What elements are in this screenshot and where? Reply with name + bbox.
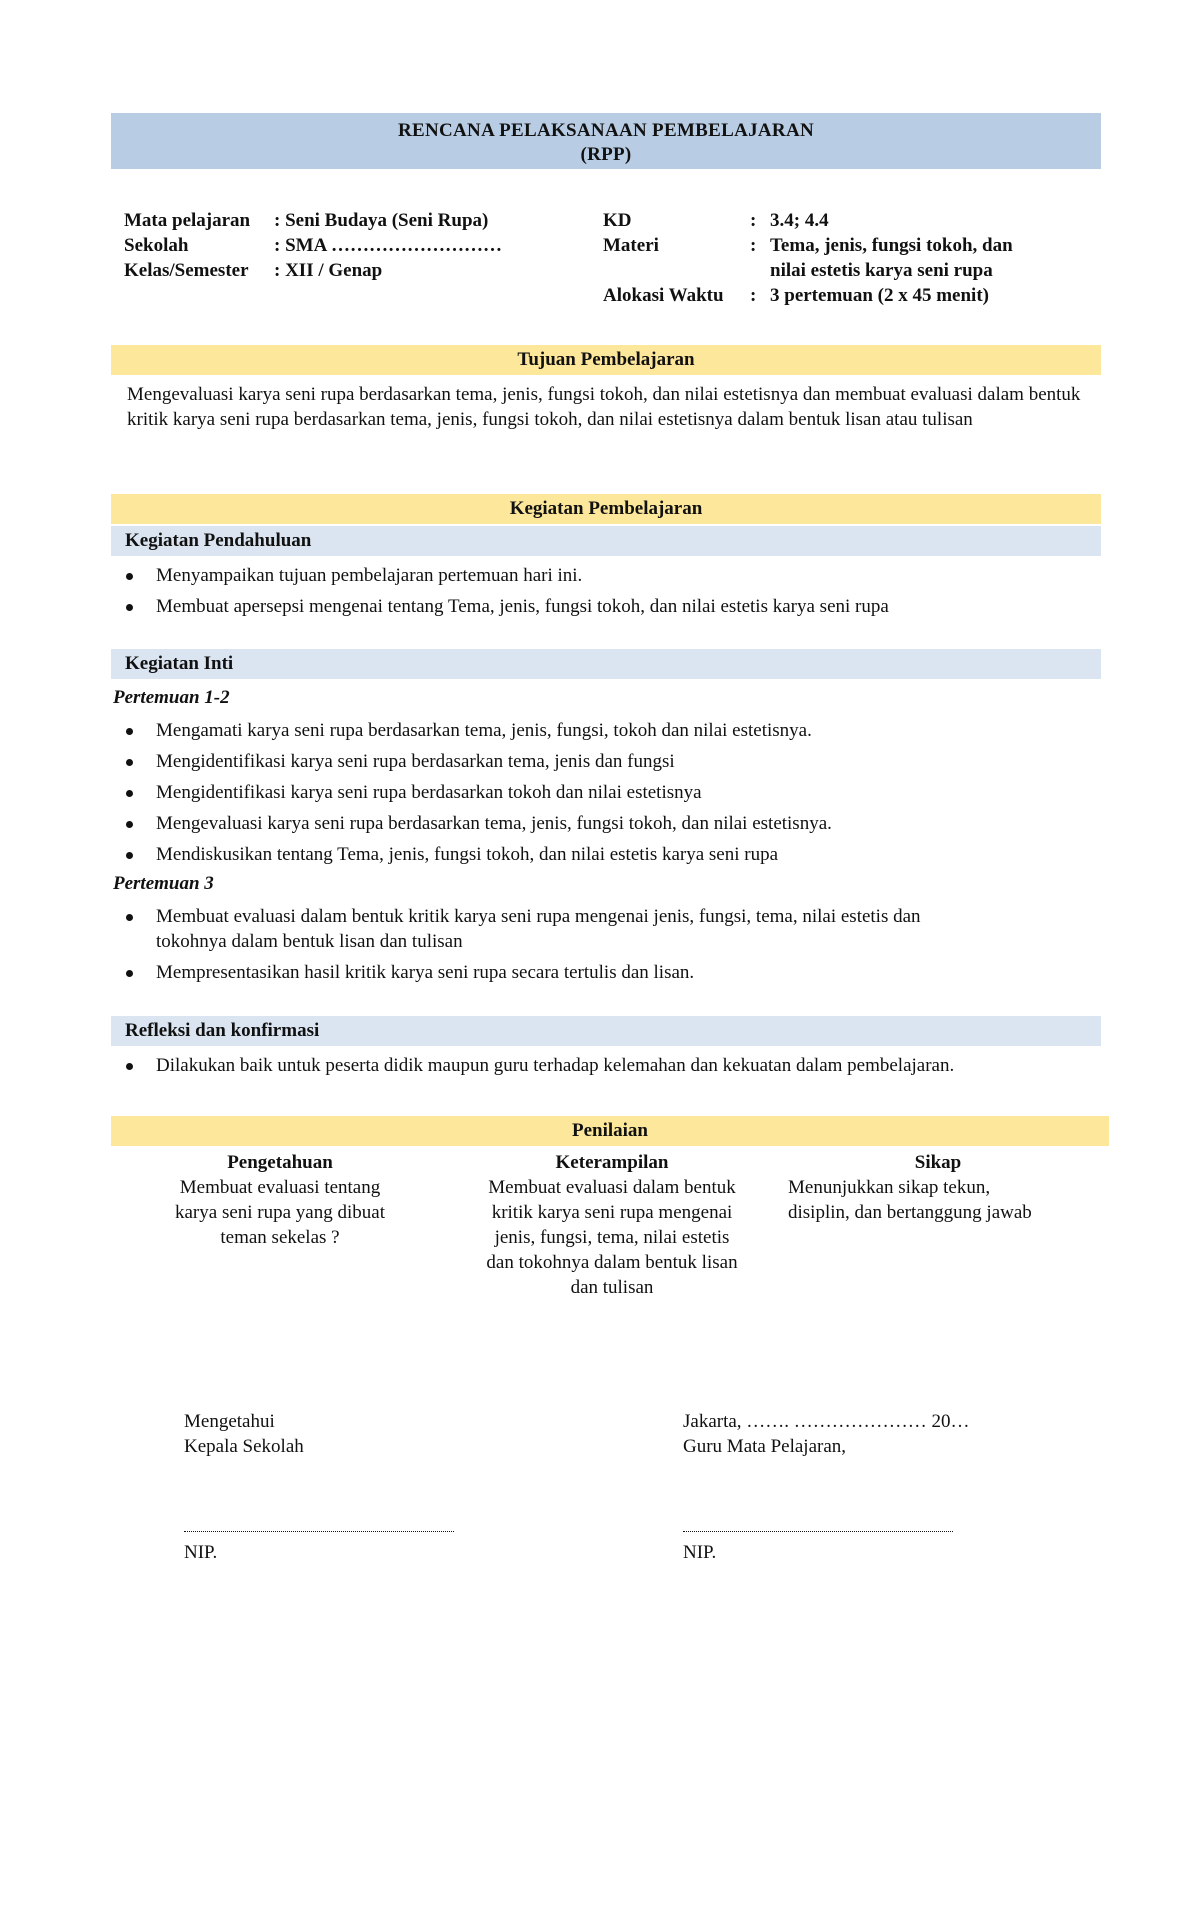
list-item: Mendiskusikan tentang Tema, jenis, fungsi tokoh, dan nilai estetis karya seni rupa <box>121 842 1081 867</box>
meeting-2-label: Pertemuan 3 <box>113 873 214 894</box>
pendahuluan-list <box>121 563 1081 625</box>
signature-left <box>184 1409 454 1565</box>
info-left <box>124 208 502 283</box>
inti-heading: Kegiatan Inti <box>111 649 1101 679</box>
tujuan-heading: Tujuan Pembelajaran <box>111 345 1101 375</box>
info-row <box>124 233 502 258</box>
assess-line: disiplin, dan bertanggung jawab <box>788 1202 1032 1223</box>
assess-keterampilan <box>462 1150 762 1300</box>
signature-line <box>184 1531 454 1532</box>
info-row <box>603 258 1013 283</box>
kegiatan-heading: Kegiatan Pembelajaran <box>111 494 1101 524</box>
info-value: Tema, jenis, fungsi tokoh, dan <box>770 235 1013 256</box>
info-label: Alokasi Waktu <box>603 285 724 306</box>
info-label: Mata pelajaran <box>124 210 251 231</box>
penilaian-heading: Penilaian <box>111 1116 1109 1146</box>
signature-line <box>683 1531 953 1532</box>
list-item: Mengevaluasi karya seni rupa berdasarkan tema, jenis, fungsi tokoh, dan nilai estetisnya. <box>121 811 1081 836</box>
info-row <box>603 208 1013 233</box>
list-item: Mempresentasikan hasil kritik karya seni rupa secara tertulis dan lisan. <box>121 960 1081 985</box>
assess-heading: Sikap <box>914 1152 962 1173</box>
assess-line: dan tulisan <box>570 1277 654 1298</box>
nip-label: NIP. <box>184 1542 218 1563</box>
info-label: Materi <box>603 235 659 256</box>
inti-list-1 <box>121 718 1081 873</box>
info-row <box>124 208 502 233</box>
list-item: Mengamati karya seni rupa berdasarkan tema, jenis, fungsi, tokoh dan nilai estetisnya. <box>121 718 1081 743</box>
info-sep: : <box>750 285 757 306</box>
info-row <box>603 233 1013 258</box>
info-sep: : <box>750 235 757 256</box>
nip-label: NIP. <box>683 1542 717 1563</box>
assess-line: dan tokohnya dalam bentuk lisan <box>486 1252 738 1273</box>
signature-line1: Jakarta, ……. ………………… 20… <box>683 1411 970 1432</box>
info-sep: : <box>750 210 757 231</box>
document-title-bar <box>111 113 1101 169</box>
inti-list-2 <box>121 904 1081 991</box>
assess-line: Membuat evaluasi tentang <box>179 1177 381 1198</box>
assess-line: Membuat evaluasi dalam bentuk <box>488 1177 736 1198</box>
list-item: Mengidentifikasi karya seni rupa berdasarkan tema, jenis dan fungsi <box>121 749 1081 774</box>
list-item: Dilakukan baik untuk peserta didik maupun guru terhadap kelemahan dan kekuatan dalam pembelajaran. <box>121 1053 1081 1078</box>
signature-right <box>683 1409 970 1565</box>
assess-heading: Pengetahuan <box>227 1152 333 1173</box>
signature-line1: Mengetahui <box>184 1411 275 1432</box>
assess-sikap <box>788 1150 1088 1225</box>
info-right <box>603 208 1013 308</box>
info-value: : Seni Budaya (Seni Rupa) <box>274 210 489 231</box>
assess-heading: Keterampilan <box>555 1152 669 1173</box>
list-item: Menyampaikan tujuan pembelajaran pertemuan hari ini. <box>121 563 1081 588</box>
list-item: Mengidentifikasi karya seni rupa berdasarkan tokoh dan nilai estetisnya <box>121 780 1081 805</box>
document-title: RENCANA PELAKSANAAN PEMBELAJARAN <box>397 120 814 141</box>
refleksi-heading: Refleksi dan konfirmasi <box>111 1016 1101 1046</box>
info-sep <box>750 258 770 283</box>
meeting-1-label: Pertemuan 1-2 <box>113 687 230 708</box>
info-row <box>124 258 502 283</box>
list-item: Membuat apersepsi mengenai tentang Tema, jenis, fungsi tokoh, dan nilai estetis karya seni rupa <box>121 594 1081 619</box>
info-row <box>603 283 1013 308</box>
refleksi-list <box>121 1053 1081 1084</box>
info-label <box>603 258 750 283</box>
pendahuluan-heading: Kegiatan Pendahuluan <box>111 526 1101 556</box>
document-subtitle: (RPP) <box>580 144 632 165</box>
signature-line2: Kepala Sekolah <box>184 1436 304 1457</box>
info-value: nilai estetis karya seni rupa <box>770 260 993 281</box>
signature-line2: Guru Mata Pelajaran, <box>683 1436 847 1457</box>
assess-line: jenis, fungsi, tema, nilai estetis <box>494 1227 730 1248</box>
info-value: : XII / Genap <box>274 260 383 281</box>
info-label: Sekolah <box>124 235 189 256</box>
info-value: 3.4; 4.4 <box>770 210 829 231</box>
info-value: : SMA ……………………… <box>274 235 502 256</box>
info-label: KD <box>603 210 632 231</box>
assess-line: Menunjukkan sikap tekun, <box>788 1177 991 1198</box>
list-item: Membuat evaluasi dalam bentuk kritik karya seni rupa mengenai jenis, fungsi, tema, nilai estetis dan tokohnya dalam bentuk lisan dan tulisan <box>121 904 1081 954</box>
info-label: Kelas/Semester <box>124 260 249 281</box>
tujuan-text: Mengevaluasi karya seni rupa berdasarkan tema, jenis, fungsi tokoh, dan nilai estetisnya dan membuat evaluasi dalam bentuk kritik karya seni rupa berdasarkan tema, jenis, fungsi tokoh, dan nilai estetisnya dalam bentuk lisan atau tulisan <box>127 384 1081 430</box>
assess-line: karya seni rupa yang dibuat <box>175 1202 385 1223</box>
assess-pengetahuan <box>150 1150 410 1250</box>
info-value: 3 pertemuan (2 x 45 menit) <box>770 285 989 306</box>
assess-line: kritik karya seni rupa mengenai <box>491 1202 733 1223</box>
assess-line: teman sekelas ? <box>220 1227 340 1248</box>
